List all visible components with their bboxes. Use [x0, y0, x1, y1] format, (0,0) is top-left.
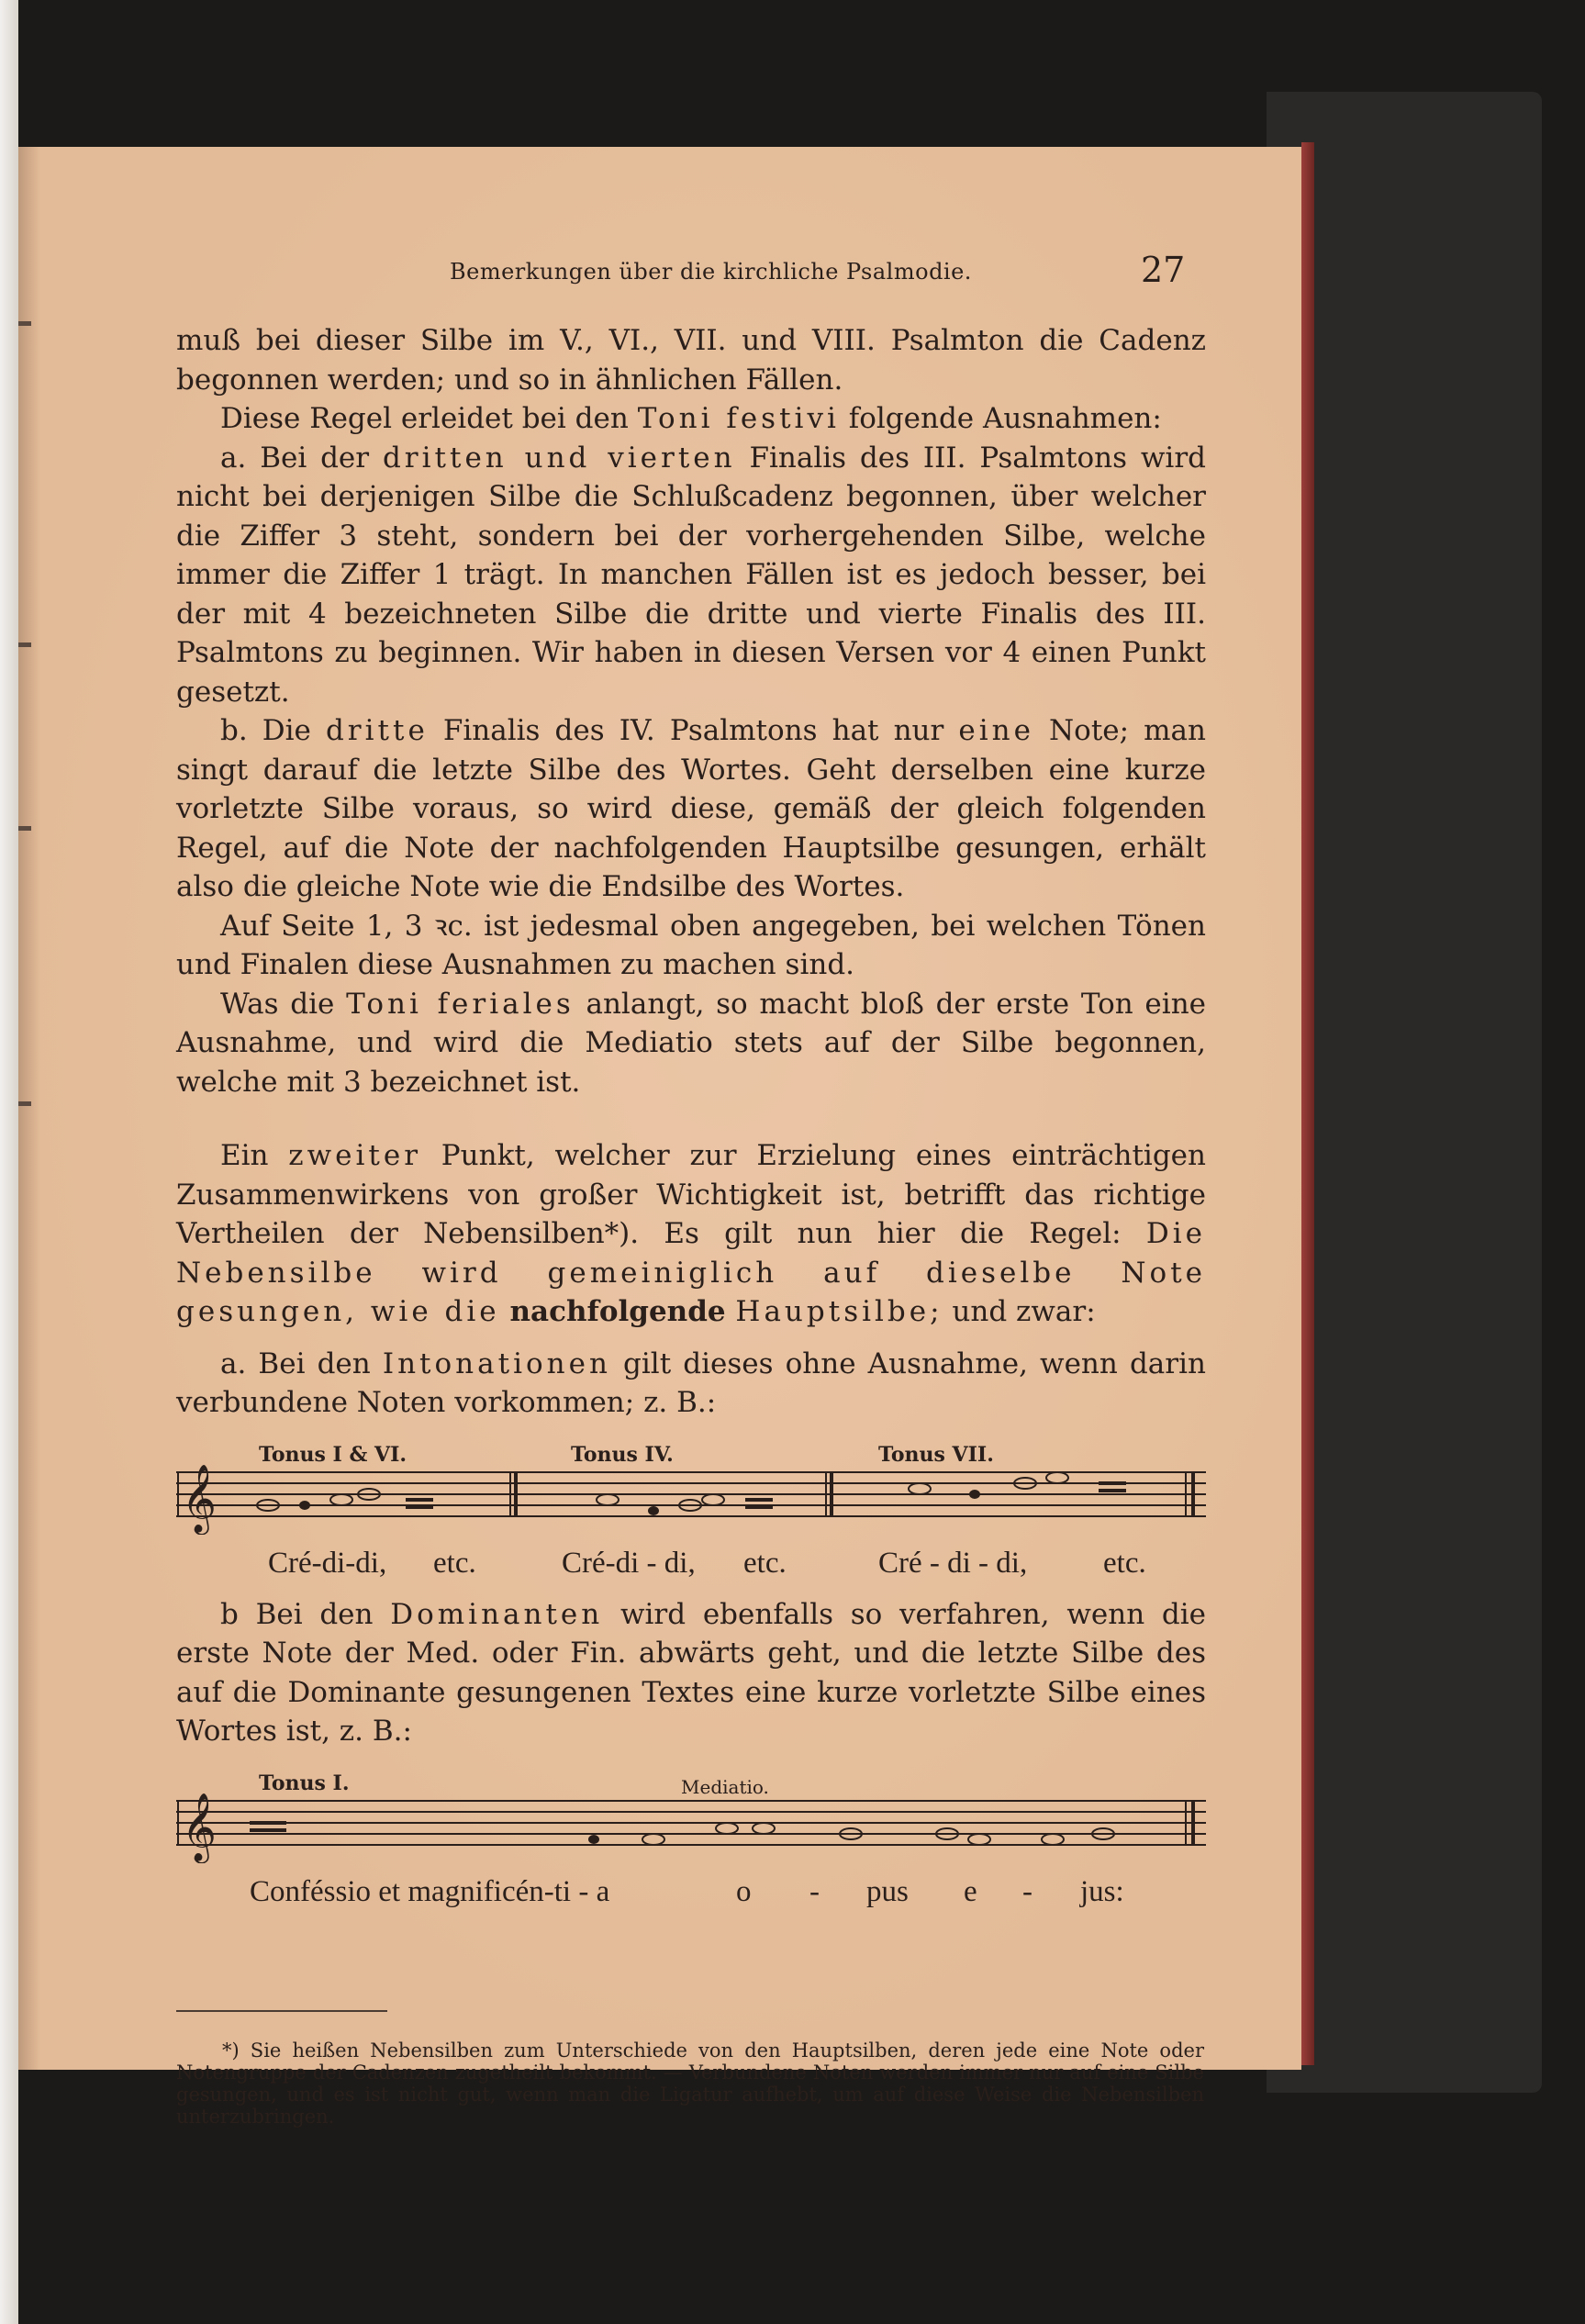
- footnote-rule: [176, 2010, 387, 2012]
- mediatio-label: Mediatio.: [681, 1775, 769, 1798]
- lyric: o: [736, 1874, 752, 1908]
- lyric: etc.: [1103, 1546, 1146, 1580]
- margin-mark: [18, 321, 31, 326]
- footnote-text: *) Sie heißen Nebensilben zum Unterschiede von den Hauptsilben, deren jede eine Note oder Notengruppe der Cadenzen zugetheilt bekommt. — Verbundene Noten werden immer nur auf eine Silbe gesungen, und es ist nicht gut, wenn man die Ligatur aufhebt, um auf diese Weise die Nebensilben unterzubringen.: [176, 2039, 1204, 2128]
- music-example-1: [176, 1436, 1206, 1582]
- margin-mark: [18, 826, 31, 831]
- scan-background-left: [0, 0, 18, 2324]
- page-gutter: [18, 147, 40, 2070]
- page-number: 27: [1141, 250, 1186, 290]
- tonus-label: Tonus I.: [259, 1771, 350, 1795]
- paragraph: Was die Toni feriales anlangt, so macht bloß der erste Ton eine Ausnahme, und wird die Mediatio stets auf der Silbe begonnen, welche mit 3 bezeichnet ist.: [176, 987, 1207, 1099]
- lyric: Conféssio et magnificén-ti - a: [250, 1874, 610, 1908]
- treble-clef-icon: 𝄞: [182, 1464, 217, 1533]
- margin-mark: [18, 642, 31, 647]
- running-header: [18, 250, 1301, 303]
- paragraph: muß bei dieser Silbe im V., VI., VII. und VIII. Psalmton die Cadenz begonnen werden; und so in ähnlichen Fällen.: [176, 324, 1206, 397]
- paragraph: a. Bei den Intonationen gilt dieses ohne Ausnahme, wenn darin verbundene Noten vorkommen; z. B.:: [176, 1346, 1206, 1419]
- tonus-label: Tonus IV.: [571, 1442, 674, 1467]
- page-edge: [1301, 142, 1314, 2065]
- treble-clef-icon: 𝄞: [182, 1793, 217, 1861]
- music-staff: [176, 1461, 1206, 1535]
- lyric: e: [964, 1874, 977, 1908]
- tonus-label: Tonus VII.: [878, 1442, 994, 1467]
- paragraph: a. Bei der dritten und vierten Finalis des III. Psalmtons wird nicht bei derjenigen Silbe die Schlußcadenz begonnen, über welcher die Ziffer 3 steht, sondern bei der vorhergehenden Silbe, welche immer die Ziffer 1 trägt. In manchen Fällen ist es jedoch besser, bei der mit 4 bezeichneten Silbe die dritte und vierte Finalis des III. Psalmtons zu beginnen. Wir haben in diesen Versen vor 4 einen Punkt gesetzt.: [176, 441, 1207, 709]
- paragraph: Diese Regel erleidet bei den Toni festivi folgende Ausnahmen:: [220, 402, 1162, 435]
- paragraph: Auf Seite 1, 3 ꝛc. ist jedesmal oben angegeben, bei welchen Tönen und Finalen diese Ausnahmen zu machen sind.: [176, 909, 1206, 981]
- running-title: Bemerkungen über die kirchliche Psalmodie.: [450, 259, 972, 285]
- book-page: [18, 147, 1301, 2128]
- lyric: jus:: [1080, 1874, 1124, 1908]
- footnote: [176, 2039, 1204, 2128]
- lyric: -: [809, 1874, 820, 1908]
- lyric: pus: [866, 1874, 909, 1908]
- paragraph: b. Die dritte Finalis des IV. Psalmtons hat nur eine Note; man singt darauf die letzte Silbe des Wortes. Geht derselben eine kurze vorletzte Silbe voraus, so wird diese, gemäß der gleich folgenden Regel, auf die Note der nachfolgenden Hauptsilbe gesungen, erhält also die gleiche Note wie die Endsilbe des Wortes.: [176, 714, 1206, 903]
- music-staff: [176, 1790, 1206, 1863]
- main-text: [176, 321, 1206, 1911]
- lyric: etc.: [743, 1546, 787, 1580]
- lyric: Cré-di - di,: [562, 1546, 696, 1580]
- music-example-2: [176, 1764, 1206, 1911]
- lyric: Cré-di-di,: [268, 1546, 387, 1580]
- lyric: Cré - di - di,: [878, 1546, 1028, 1580]
- lyric: etc.: [433, 1546, 476, 1580]
- margin-mark: [18, 1101, 31, 1106]
- tonus-label: Tonus I & VI.: [259, 1442, 407, 1467]
- paragraph: Ein zweiter Punkt, welcher zur Erzielung eines einträchtigen Zusammenwirkens von großer Wichtigkeit ist, betrifft das richtige Vertheilen der Nebensilben*). Es gilt nun hier die Regel: Die Nebensilbe wird gemeiniglich auf dieselbe Note gesungen, wie die nachfolgende Hauptsilbe; und zwar:: [176, 1139, 1206, 1328]
- paragraph: b Bei den Dominanten wird ebenfalls so verfahren, wenn die erste Note der Med. oder Fin. abwärts geht, und die letzte Silbe des auf die Dominante gesungenen Textes eine kurze vorletzte Silbe eines Wortes ist, z. B.:: [176, 1597, 1206, 1748]
- lyric: -: [1022, 1874, 1032, 1908]
